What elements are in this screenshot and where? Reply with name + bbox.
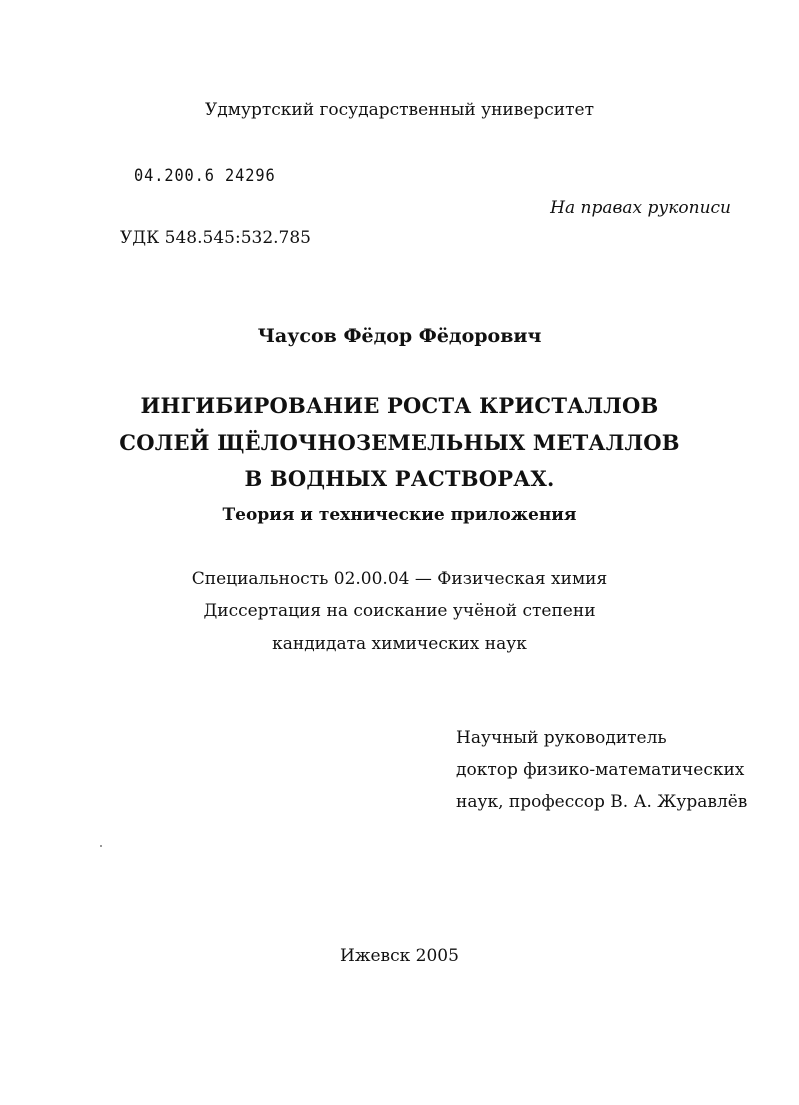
place-and-year: Ижевск 2005: [340, 946, 459, 966]
title-line-1: ИНГИБИРОВАНИЕ РОСТА КРИСТАЛЛОВ: [140, 393, 659, 418]
author-name: Чаусов Фёдор Фёдорович: [257, 325, 542, 347]
archive-stamp-number: 04.200.6 24296: [134, 166, 276, 186]
manuscript-rights-note: На правах рукописи: [550, 198, 731, 218]
supervisor-name: наук, профессор В. А. Журавлёв: [456, 792, 748, 812]
dissertation-degree-line: Диссертация на соискание учёной степени: [203, 601, 596, 621]
scan-speck: [100, 845, 102, 847]
udk-code: УДК 548.545:532.785: [120, 228, 311, 248]
university-name: Удмуртский государственный университет: [204, 100, 594, 120]
title-line-3: В ВОДНЫХ РАСТВОРАХ.: [244, 466, 555, 491]
title-line-2: СОЛЕЙ ЩЁЛОЧНОЗЕМЕЛЬНЫХ МЕТАЛЛОВ: [119, 430, 680, 455]
degree-field-line: кандидата химических наук: [272, 634, 527, 654]
supervisor-label: Научный руководитель: [456, 728, 667, 748]
specialty-line: Специальность 02.00.04 — Физическая химия: [191, 569, 608, 589]
subtitle: Теория и технические приложения: [222, 505, 577, 525]
supervisor-degree: доктор физико-математических: [456, 760, 745, 780]
